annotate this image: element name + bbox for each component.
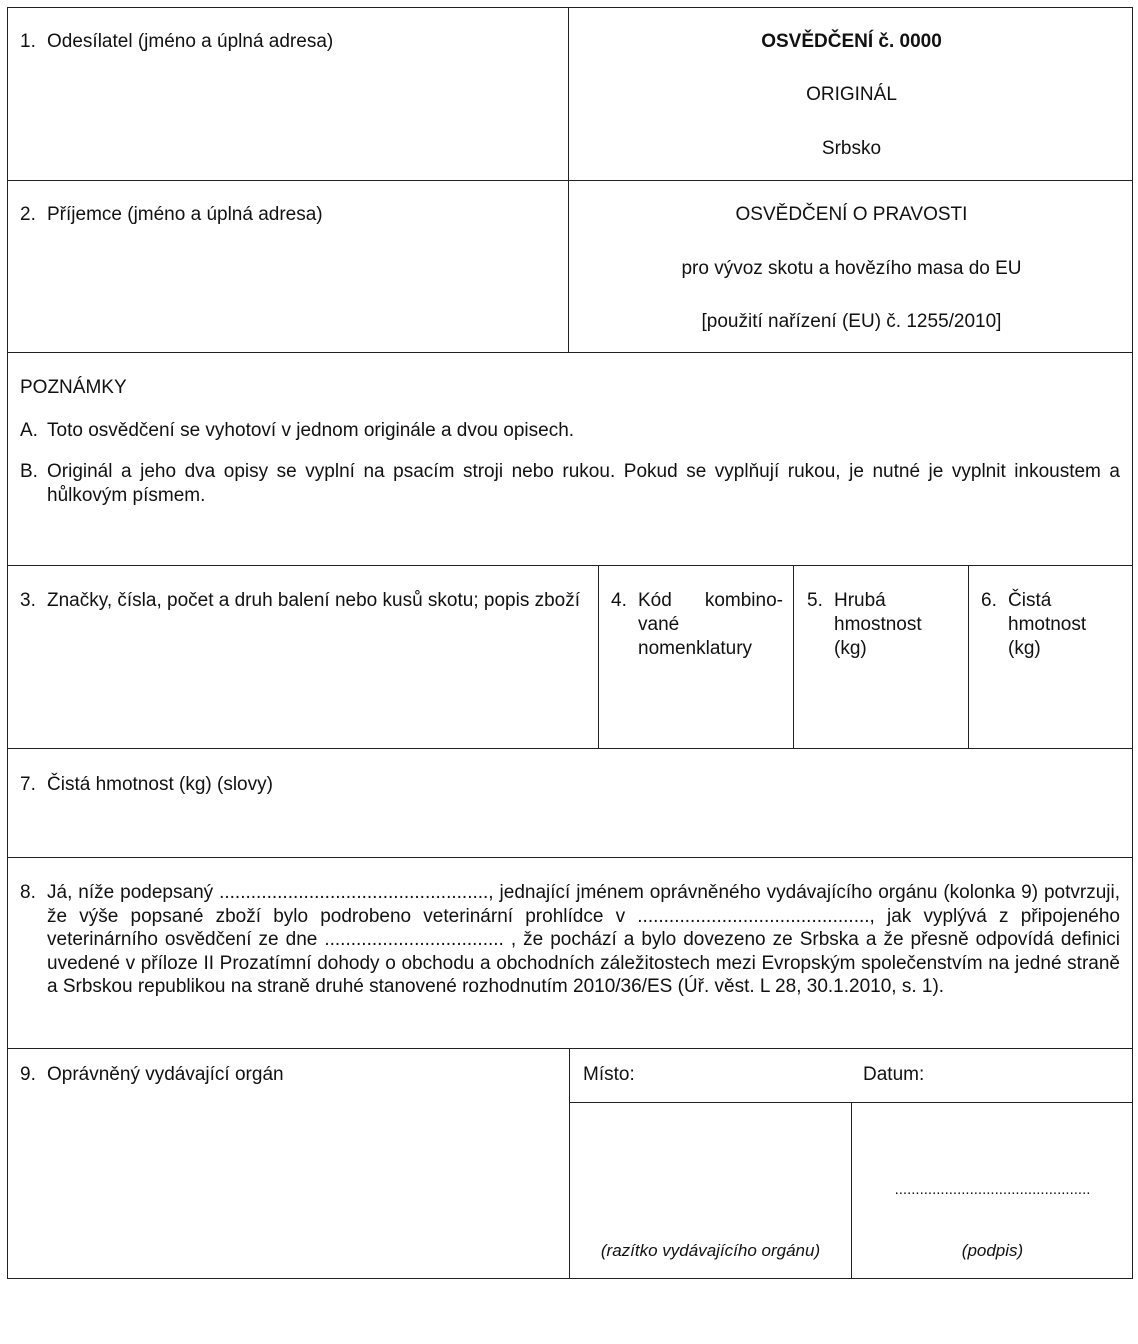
box3-label: Značky, čísla, počet a druh balení nebo kusů skotu; popis zboží (47, 590, 581, 611)
date-label: Datum: (863, 1064, 925, 1085)
box5-label: Hrubá hmostnost (kg) (834, 590, 922, 659)
box7-number: 7. (20, 774, 36, 795)
box8-declaration: Já, níže podepsaný ..................................................., jednající jménem oprávněného vydávajícího orgánu (kolonka 9) potvrzuji, že výše popsané zboží bylo podrobeno veterinární prohlídce v ............................................, jak vyplývá z připojeného veterinárního osvědčení ze dne .................................. , že pochází a bylo dovezeno ze Srbska a že přesně odpovídá definici uvedené v příloze II Prozatímní dohody o obchodu a obchodních záležitostech mezi Evropským společenstvím na jedné straně a Srbskou republikou na straně druhé stanovené rozhodnutím 2010/36/ES (Úř. věst. L 28, 30.1.2010, s. 1). (47, 882, 1120, 997)
box6-label: Čistá hmotnost (kg) (1008, 590, 1087, 659)
box6-number: 6. (981, 590, 997, 611)
note-a-letter: A. (20, 420, 38, 441)
notes-heading: POZNÁMKY (20, 377, 127, 398)
stamp-caption: (razítko vydávajícího orgánu) (600, 1241, 821, 1260)
signature-line: ............................................... (894, 1181, 1091, 1198)
divider (568, 7, 569, 352)
regulation-reference: [použití nařízení (EU) č. 1255/2010] (701, 311, 1002, 332)
original-label: ORIGINÁL (806, 84, 897, 105)
divider (968, 565, 969, 748)
divider (7, 565, 1133, 566)
box5-number: 5. (807, 590, 823, 611)
box9-number: 9. (20, 1064, 36, 1085)
divider (7, 748, 1133, 749)
place-label: Místo: (583, 1064, 635, 1085)
box4-number: 4. (611, 590, 627, 611)
note-b-text: Originál a jeho dva opisy se vyplní na psacím stroji nebo rukou. Pokud se vyplňují rukou, je nutné je vyplnit inkoustem a hůlkovým písmem. (47, 461, 1120, 506)
signature-caption: (podpis) (961, 1241, 1024, 1260)
certificate-form (7, 7, 1133, 1279)
divider (793, 565, 794, 748)
divider (7, 180, 1133, 181)
box9-label: Oprávněný vydávající orgán (47, 1064, 284, 1085)
box4-label: Kód kombino- vané nomenklatury (638, 590, 783, 659)
box2-number: 2. (20, 204, 36, 225)
box1-label: Odesílatel (jméno a úplná adresa) (47, 31, 334, 52)
box8-number: 8. (20, 882, 36, 903)
divider (7, 857, 1133, 858)
country-label: Srbsko (821, 138, 882, 159)
note-b-letter: B. (20, 461, 38, 482)
note-a-text: Toto osvědčení se vyhotoví v jednom originále a dvou opisech. (47, 420, 575, 441)
box2-label: Příjemce (jméno a úplná adresa) (47, 204, 323, 225)
divider (7, 352, 1133, 353)
authenticity-title: OSVĚDČENÍ O PRAVOSTI (735, 204, 968, 225)
divider (7, 1048, 1133, 1049)
certificate-title: OSVĚDČENÍ č. 0000 (761, 31, 942, 52)
authenticity-subtitle: pro vývoz skotu a hovězího masa do EU (681, 258, 1022, 279)
box1-number: 1. (20, 31, 36, 52)
box7-label: Čistá hmotnost (kg) (slovy) (47, 774, 273, 795)
divider (598, 565, 599, 748)
box3-number: 3. (20, 590, 36, 611)
